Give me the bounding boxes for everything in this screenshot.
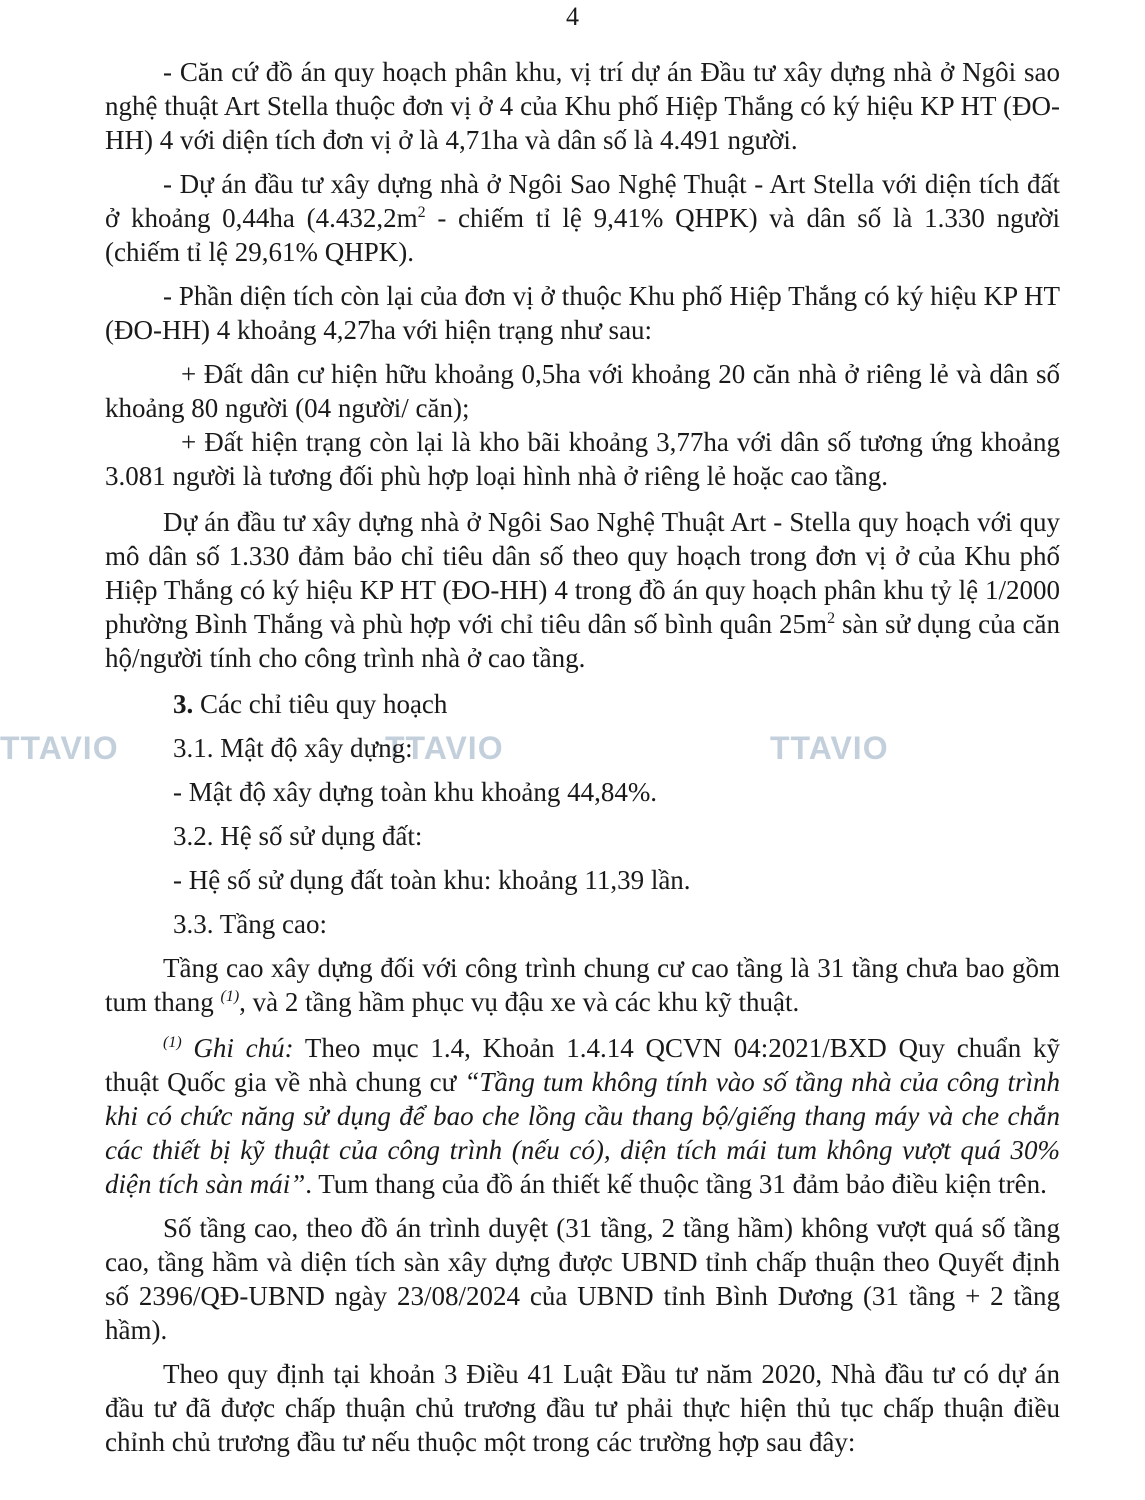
- document-body: [105, 55, 1060, 1459]
- paragraph-population-scale: Dự án đầu tư xây dựng nhà ở Ngôi Sao Nghệ Thuật Art - Stella quy hoạch với quy mô dân số 1.330 đảm bảo chỉ tiêu dân số theo quy hoạch trong đơn vị ở của Khu phố Hiệp Thắng có ký hiệu KP HT (ĐO-HH) 4 trong đồ án quy hoạch phân khu tỷ lệ 1/2000 phường Bình Thắng và phù hợp với chỉ tiêu dân số bình quân $25m^2$ sàn sử dụng của căn hộ/người tính cho công trình nhà ở cao tầng.: [105, 507, 1060, 673]
- paragraph-land-use-coefficient: - Hệ số sử dụng đất toàn khu: khoảng 11,39 lần.: [173, 865, 691, 895]
- watermark-left: TTAVIO: [0, 730, 119, 766]
- paragraph-approved-floors: Số tầng cao, theo đồ án trình duyệt (31 tầng, 2 tầng hầm) không vượt quá số tầng cao, tầng hầm và diện tích sàn xây dựng được UBND tỉnh chấp thuận theo Quyết định số 2396/QĐ-UBND ngày 23/08/2024 của UBND tỉnh Bình Dương (31 tầng + 2 tầng hầm).: [105, 1213, 1060, 1345]
- paragraph-existing-residential: + Đất dân cư hiện hữu khoảng 0,5ha với khoảng 20 căn nhà ở riêng lẻ và dân số khoảng 80 người (04 người/ căn);: [105, 359, 1060, 423]
- paragraph-building-height: Tầng cao xây dựng đối với công trình chung cư cao tầng là 31 tầng chưa bao gồm tum thang $^{(1)}$, và 2 tầng hầm phục vụ đậu xe và các khu kỹ thuật.: [105, 953, 1060, 1017]
- watermark-center: TTAVIO: [385, 730, 504, 766]
- paragraph-footnote: $^{(1)}$ Ghi chú: Theo mục 1.4, Khoản 1.4.14 QCVN 04:2021/BXD Quy chuẩn kỹ thuật Quốc gia về nhà chung cư “Tầng tum không tính vào số tầng nhà của công trình khi có chức năng sử dụng để bao che lồng cầu thang bộ/giếng thang máy và che chắn các thiết bị kỹ thuật của công trình (nếu có), diện tích mái tum không vượt quá 30% diện tích sàn mái”. Tum thang của đồ án thiết kế thuộc tầng 31 đảm bảo điều kiện trên.: [105, 1033, 1060, 1199]
- heading-planning-indicators: 3. Các chỉ tiêu quy hoạch: [173, 689, 448, 719]
- paragraph-remaining-area: - Phần diện tích còn lại của đơn vị ở thuộc Khu phố Hiệp Thắng có ký hiệu KP HT (ĐO-HH) 4 khoảng 4,27ha với hiện trạng như sau:: [105, 281, 1060, 345]
- paragraph-project-location: - Căn cứ đồ án quy hoạch phân khu, vị trí dự án Đầu tư xây dựng nhà ở Ngôi sao nghệ thuật Art Stella thuộc đơn vị ở 4 của Khu phố Hiệp Thắng có ký hiệu KP HT (ĐO-HH) 4 với diện tích đơn vị ở là 4,71ha và dân số là 4.491 người.: [105, 57, 1060, 155]
- page-number: 4: [566, 2, 579, 31]
- watermark-right: TTAVIO: [770, 730, 889, 766]
- paragraph-project-area: - Dự án đầu tư xây dựng nhà ở Ngôi Sao Nghệ Thuật - Art Stella với diện tích đất ở khoảng 0,44ha ($4.432,2m^2$ - chiếm tỉ lệ 9,41% QHPK) và dân số là 1.330 người (chiếm tỉ lệ 29,61% QHPK).: [105, 169, 1060, 267]
- heading-building-density: 3.1. Mật độ xây dựng:: [173, 733, 413, 763]
- heading-building-height: 3.3. Tầng cao:: [173, 909, 327, 939]
- heading-land-use-coefficient: 3.2. Hệ số sử dụng đất:: [173, 821, 423, 851]
- paragraph-warehouse-land: + Đất hiện trạng còn lại là kho bãi khoảng 3,77ha với dân số tương ứng khoảng 3.081 người là tương đối phù hợp loại hình nhà ở riêng lẻ hoặc cao tầng.: [105, 427, 1060, 491]
- paragraph-building-density: - Mật độ xây dựng toàn khu khoảng 44,84%.: [173, 777, 658, 807]
- paragraph-investment-law: Theo quy định tại khoản 3 Điều 41 Luật Đầu tư năm 2020, Nhà đầu tư có dự án đầu tư đã được chấp thuận chủ trương đầu tư phải thực hiện thủ tục chấp thuận điều chỉnh chủ trương đầu tư nếu thuộc một trong các trường hợp sau đây:: [105, 1359, 1060, 1457]
